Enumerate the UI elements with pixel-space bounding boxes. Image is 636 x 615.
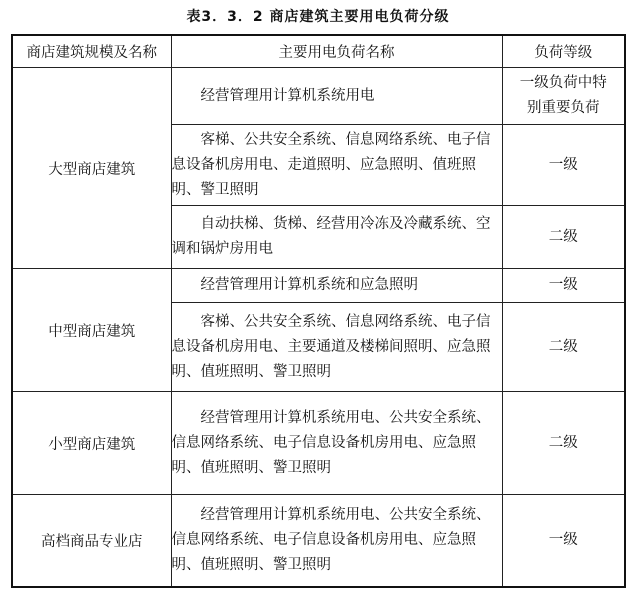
- header-row: [12, 35, 625, 68]
- table-row: [12, 495, 625, 587]
- level-cell: 二级: [502, 206, 625, 269]
- level-cell: 一级负荷中特别重要负荷: [502, 68, 625, 125]
- level-cell: 二级: [502, 303, 625, 392]
- level-cell: 一级: [502, 269, 625, 303]
- level-cell: 一级: [502, 125, 625, 206]
- load-cell: 经营管理用计算机系统用电、公共安全系统、信息网络系统、电子信息设备机房用电、应急照明、值班照明、警卫照明: [171, 392, 502, 495]
- header-scale: 商店建筑规模及名称: [12, 35, 171, 68]
- load-cell: 经营管理用计算机系统用电: [171, 68, 502, 125]
- load-cell: 客梯、公共安全系统、信息网络系统、电子信息设备机房用电、走道照明、应急照明、值班照明、警卫照明: [171, 125, 502, 206]
- table-row: [12, 269, 625, 303]
- load-cell: 客梯、公共安全系统、信息网络系统、电子信息设备机房用电、主要通道及楼梯间照明、应急照明、值班照明、警卫照明: [171, 303, 502, 392]
- header-load-name: 主要用电负荷名称: [171, 35, 502, 68]
- scale-small: 小型商店建筑: [12, 392, 171, 495]
- level-cell: 一级: [502, 495, 625, 587]
- level-cell: 二级: [502, 392, 625, 495]
- scale-large: 大型商店建筑: [12, 68, 171, 269]
- table-title: 表3．3．2 商店建筑主要用电负荷分级: [186, 9, 450, 25]
- table-row: [12, 68, 625, 125]
- scale-medium: 中型商店建筑: [12, 269, 171, 392]
- load-classification-table: [11, 34, 626, 588]
- load-cell: 经营管理用计算机系统和应急照明: [171, 269, 502, 303]
- header-load-level: 负荷等级: [502, 35, 625, 68]
- load-cell: 经营管理用计算机系统用电、公共安全系统、信息网络系统、电子信息设备机房用电、应急照明、值班照明、警卫照明: [171, 495, 502, 587]
- scale-premium: 高档商品专业店: [12, 495, 171, 587]
- load-cell: 自动扶梯、货梯、经营用冷冻及冷藏系统、空调和锅炉房用电: [171, 206, 502, 269]
- table-row: [12, 392, 625, 495]
